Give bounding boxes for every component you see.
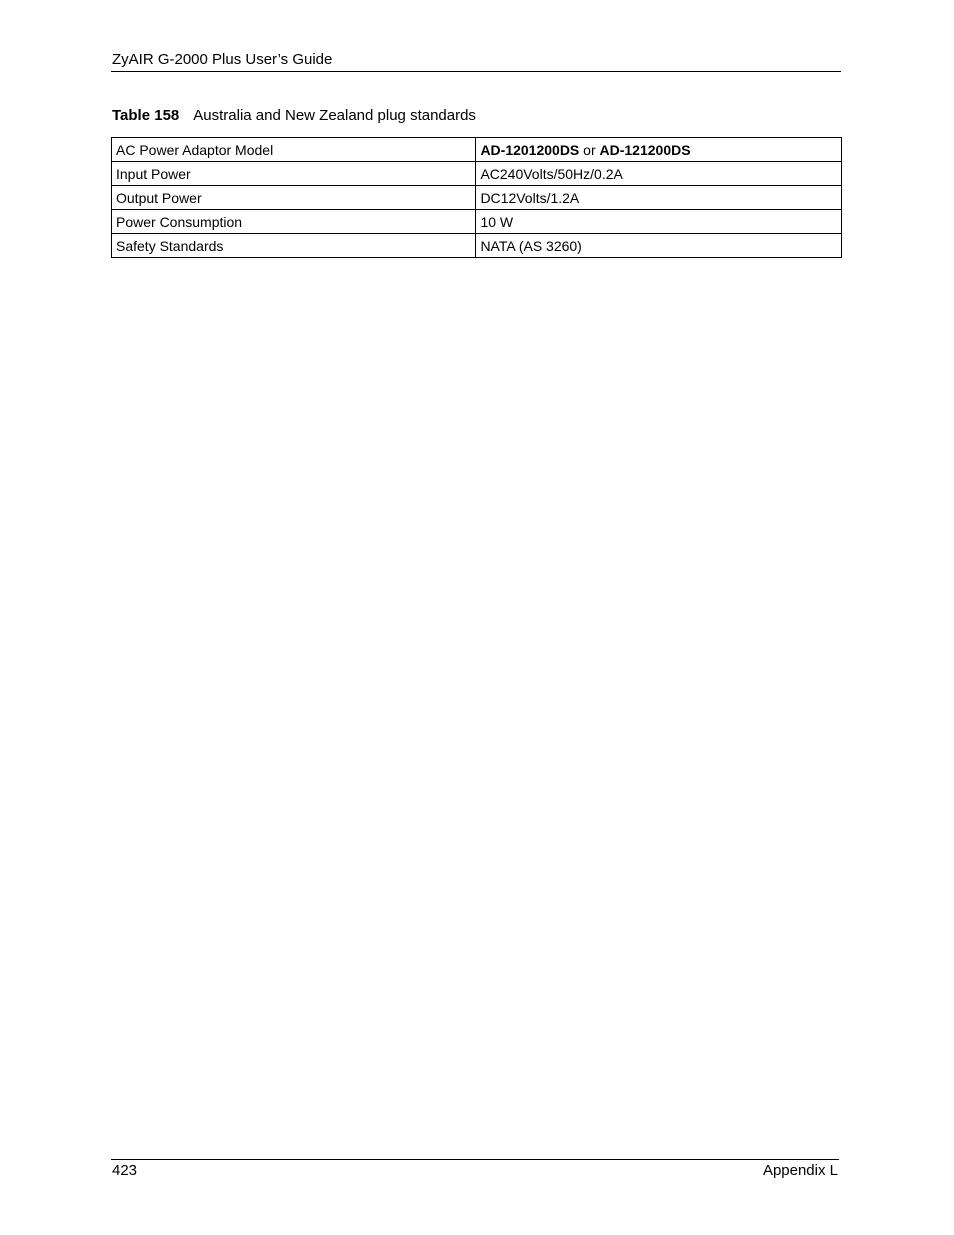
row-value xyxy=(476,138,842,162)
table-caption xyxy=(112,107,476,125)
footer-section-name: Appendix L xyxy=(762,1162,838,1179)
row-label: Power Consumption xyxy=(112,210,476,234)
table-row xyxy=(112,234,842,258)
page-number: 423 xyxy=(112,1162,138,1179)
row-value: DC12Volts/1.2A xyxy=(476,186,842,210)
running-header-title: ZyAIR G-2000 Plus User’s Guide xyxy=(112,51,333,68)
adaptor-model-alternate: AD-121200DS xyxy=(599,141,691,158)
table-row xyxy=(112,186,842,210)
footer-divider xyxy=(111,1159,839,1160)
row-label: Input Power xyxy=(112,162,476,186)
row-label: Safety Standards xyxy=(112,234,476,258)
row-label: AC Power Adaptor Model xyxy=(112,138,476,162)
table-caption-text: Australia and New Zealand plug standards xyxy=(193,107,476,124)
adaptor-model-primary: AD-1201200DS xyxy=(480,141,580,158)
table-row xyxy=(112,138,842,162)
row-value: 10 W xyxy=(476,210,842,234)
header-divider xyxy=(111,71,841,72)
plug-standards-table xyxy=(111,137,842,258)
row-value: AC240Volts/50Hz/0.2A xyxy=(476,162,842,186)
row-value: NATA (AS 3260) xyxy=(476,234,842,258)
row-label: Output Power xyxy=(112,186,476,210)
table-caption-label: Table 158 xyxy=(112,107,180,124)
table-row xyxy=(112,210,842,234)
adaptor-model-connector: or xyxy=(579,141,600,158)
table-row xyxy=(112,162,842,186)
